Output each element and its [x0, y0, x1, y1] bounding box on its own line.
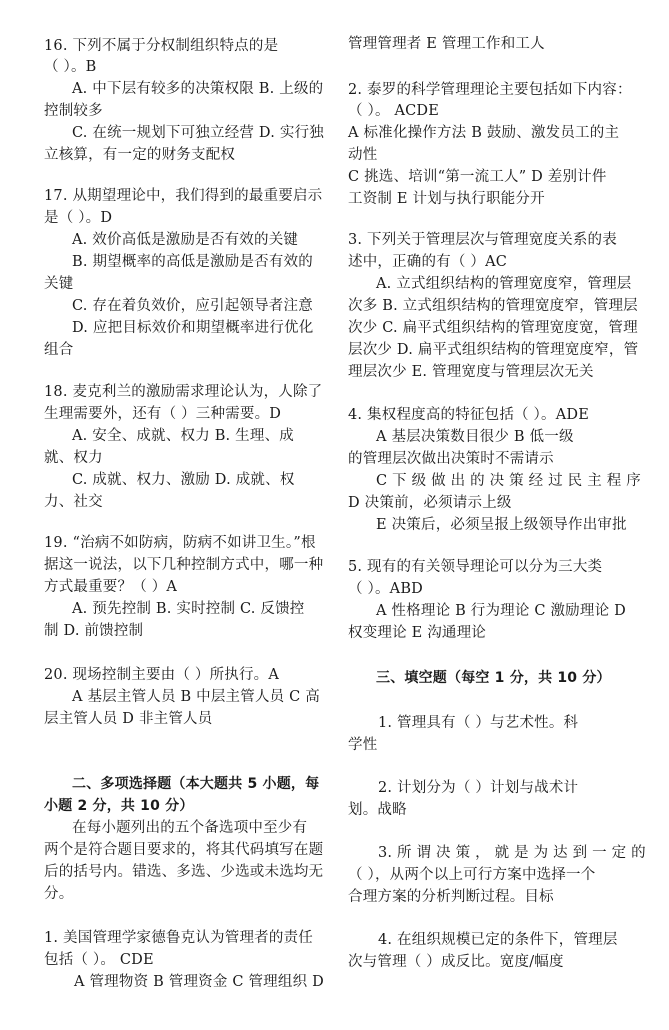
question-text: 5. 现有的有关领导理论可以分为三大类: [348, 559, 603, 575]
option-line: 次少 C. 扁平式组织结构的管理宽度宽，管理: [348, 320, 638, 336]
option-line: A 管理物资 B 管理资金 C 管理组织 D: [74, 974, 324, 990]
question-text: 3. 下列关于管理层次与管理宽度关系的表: [348, 232, 617, 248]
option-line: A 标准化操作方法 B 鼓励、激发员工的主: [348, 125, 620, 141]
answer-line: 生理需要外，还有（ ）三种需要。D: [44, 406, 282, 422]
option-line: D. 应把目标效价和期望概率进行优化: [72, 320, 314, 336]
option-line: A. 安全、成就、权力 B. 生理、成: [72, 428, 294, 444]
question-text: 18. 麦克利兰的激励需求理论认为，人除了: [44, 384, 323, 400]
answer-line: 次与管理（ ）成反比。宽度/幅度: [348, 954, 564, 970]
option-line: E 决策后，必须呈报上级领导作出审批: [376, 517, 627, 533]
question-text: 20. 现场控制主要由（ ）所执行。A: [44, 667, 280, 683]
section-heading: 二、多项选择题（本大题共 5 小题，每: [72, 776, 320, 792]
option-line: B. 期望概率的高低是激励是否有效的: [72, 254, 313, 270]
option-line: 的管理层次做出决策时不需请示: [348, 451, 554, 467]
option-line: C. 成就、权力、激励 D. 成就、权: [72, 472, 295, 488]
answer-line: 划。战略: [348, 802, 407, 818]
option-line: 力、社交: [44, 494, 103, 510]
option-line: A 基层主管人员 B 中层主管人员 C 高: [72, 689, 320, 705]
option-line: 权变理论 E 沟通理论: [348, 625, 487, 641]
question-text: 1. 管理具有（ ）与艺术性。科: [378, 715, 579, 731]
question-text: 2. 计划分为（ ）计划与战术计: [378, 780, 579, 796]
option-line: 管理管理者 E 管理工作和工人: [348, 36, 545, 52]
option-line: 层主管人员 D 非主管人员: [44, 711, 213, 727]
section-heading: 三、填空题（每空 1 分，共 10 分）: [376, 670, 611, 686]
instruction-text: 后的括号内。错选、多选、少选或未选均无: [44, 864, 324, 880]
option-line: C. 在统一规划下可独立经营 D. 实行独: [72, 125, 324, 141]
section-heading: 小题 2 分，共 10 分）: [44, 798, 194, 814]
option-line: A. 预先控制 B. 实时控制 C. 反馈控: [72, 601, 305, 617]
question-text: 17. 从期望理论中，我们得到的最重要启示: [44, 188, 323, 204]
option-line: C 下 级 做 出 的 决 策 经 过 民 主 程 序: [376, 473, 641, 489]
question-text: 3. 所 谓 决 策 ， 就 是 为 达 到 一 定 的: [378, 845, 646, 861]
answer-line: 方式最重要？（ ）A: [44, 579, 178, 595]
instruction-text: 在每小题列出的五个备选项中至少有: [72, 820, 308, 836]
instruction-text: 分。: [44, 886, 74, 902]
option-line: C. 存在着负效价，应引起领导者注意: [72, 298, 313, 314]
option-line: 立核算，有一定的财务支配权: [44, 147, 236, 163]
question-text: 19. “治病不如防病，防病不如讲卫生。”根: [44, 535, 316, 551]
answer-line: （ ）。B: [44, 59, 97, 75]
answer-line: 是（ ）。D: [44, 210, 113, 226]
option-line: 理层次少 E. 管理宽度与管理层次无关: [348, 364, 594, 380]
answer-line: （ ）。 ACDE: [348, 103, 440, 119]
option-line: A. 效价高低是激励是否有效的关键: [72, 232, 299, 248]
question-text: 据这一说法，以下几种控制方式中，哪一种: [44, 557, 324, 573]
instruction-text: 两个是符合题目要求的，将其代码填写在题: [44, 842, 324, 858]
question-text: 16. 下列不属于分权制组织特点的是: [44, 38, 279, 54]
answer-line: 述中，正确的有（ ）AC: [348, 254, 508, 270]
answer-line: 学性: [348, 737, 378, 753]
option-line: 控制较多: [44, 103, 103, 119]
option-line: 制 D. 前馈控制: [44, 623, 144, 639]
answer-line: （ ）。ABD: [348, 581, 424, 597]
question-text: 2. 泰罗的科学管理理论主要包括如下内容：: [348, 82, 632, 98]
option-line: 层次少 D. 扁平式组织结构的管理宽度窄，管: [348, 342, 639, 358]
option-line: 就、权力: [44, 450, 103, 466]
question-text: 1. 美国管理学家德鲁克认为管理者的责任: [44, 930, 313, 946]
option-line: C 挑选、培训“第一流工人” D 差别计件: [348, 169, 607, 185]
option-line: A 性格理论 B 行为理论 C 激励理论 D: [376, 603, 626, 619]
option-line: 组合: [44, 342, 74, 358]
option-line: 关键: [44, 276, 74, 292]
question-text: 4. 集权程度高的特征包括（ ）。ADE: [348, 407, 589, 423]
question-text: 4. 在组织规模已定的条件下，管理层: [378, 932, 618, 948]
option-line: A. 中下层有较多的决策权限 B. 上级的: [72, 81, 324, 97]
option-line: 动性: [348, 147, 378, 163]
option-line: A. 立式组织结构的管理宽度窄，管理层: [376, 276, 632, 292]
answer-line: 合理方案的分析判断过程。目标: [348, 889, 554, 905]
option-line: A 基层决策数目很少 B 低一级: [376, 429, 574, 445]
option-line: 工资制 E 计划与执行职能分开: [348, 191, 545, 207]
option-line: D 决策前，必须请示上级: [348, 495, 512, 511]
option-line: 次多 B. 立式组织结构的管理宽度窄，管理层: [348, 298, 638, 314]
question-text: （ ），从两个以上可行方案中选择一个: [348, 867, 596, 883]
answer-line: 包括（ ）。 CDE: [44, 952, 154, 968]
